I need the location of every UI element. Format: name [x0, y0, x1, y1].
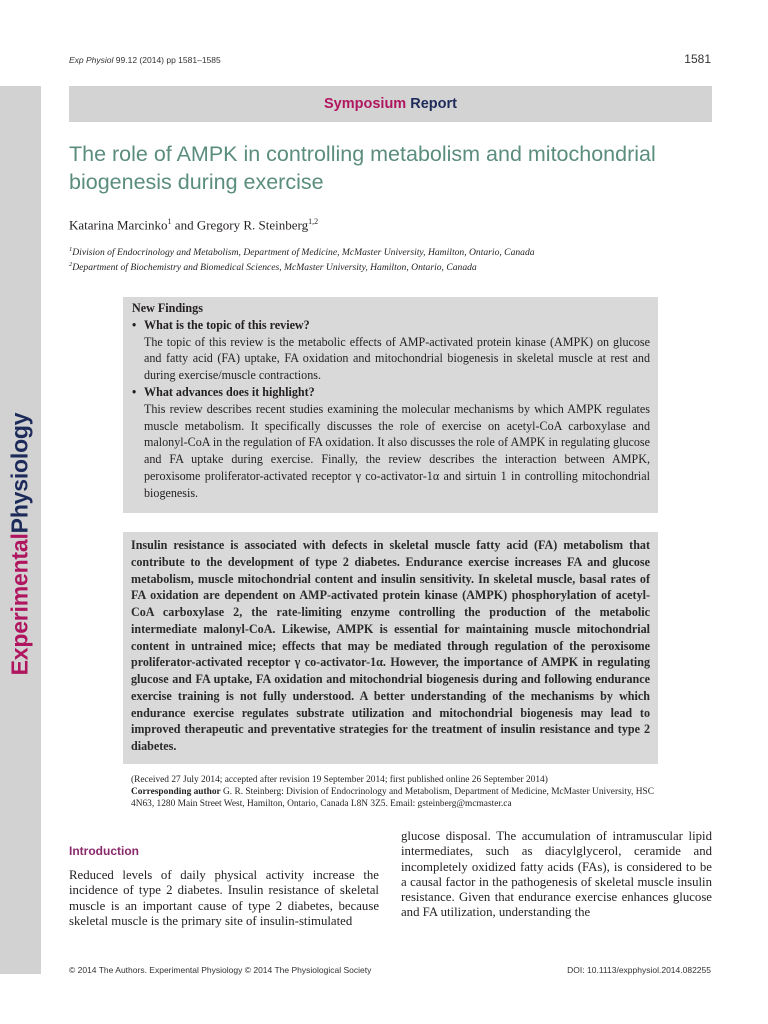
received-info: [131, 774, 656, 811]
author-2-affil: 1,2: [308, 217, 319, 226]
author-2: and Gregory R. Steinberg: [171, 217, 309, 233]
copyright-footer: © 2014 The Authors. Experimental Physiology © 2014 The Physiological Society: [69, 965, 372, 975]
corresponding-author: Corresponding author G. R. Steinberg: Division of Endocrinology and Metabolism, Department of Medicine, McMaster University, HSC 4N63, 1280 Main Street West, Hamilton, Ontario, Canada L8N 3Z5. Email: gsteinberg@mcmaster.ca: [131, 787, 654, 810]
doi-footer: DOI: 10.1113/expphysiol.2014.082255: [567, 965, 711, 975]
intro-column-2: glucose disposal. The accumulation of intramuscular lipid intermediates, such as diacylglycerol, ceramide and incompletely oxidized fatty acids (FAs), is considered to be a causal factor in the pathogenesis of skeletal muscle insulin resistance. Given that endurance exercise enhances glucose and FA utilization, understanding the: [401, 829, 712, 920]
author-1: Katarina Marcinko: [69, 217, 168, 233]
introduction-heading: Introduction: [69, 844, 139, 858]
author-1-affil: 1: [167, 217, 172, 226]
journal-name-vertical: [7, 413, 34, 676]
affiliation-2: $^2$Department of Biochemistry and Biomedical Sciences, McMaster University, Hamilton, Ontario, Canada: [69, 261, 477, 274]
new-findings-heading: New Findings: [132, 301, 203, 315]
banner-symposium: Symposium: [324, 96, 407, 112]
affiliation-1: $^1$Division of Endocrinology and Metabolism, Department of Medicine, McMaster University, Hamilton, Ontario, Canada: [69, 246, 535, 259]
intro-column-1: Reduced levels of daily physical activity increase the incidence of type 2 diabetes. Insulin resistance of skeletal muscle is an important cause of type 2 diabetes, because skeletal muscle is the primary site of insulin-stimulated: [69, 868, 379, 928]
journal-word-experimental: Experimental: [6, 533, 33, 676]
received-dates: (Received 27 July 2014; accepted after revision 19 September 2014; first published online 26 September 2014): [131, 775, 548, 785]
finding-answer-2: This review describes recent studies examining the molecular mechanisms by which AMPK regulates muscle metabolism. It specifically discusses the role of exercise on acetyl-CoA carboxylase and malonyl-CoA in the regulation of FA oxidation. It also discusses the role of AMPK in regulating glucose and FA uptake during exercise. Finally, the review describes the interaction between AMPK, peroxisome proliferator-activated receptor γ co-activator-1α and sirtuin 1 in controlling mitochondrial biogenesis.: [144, 401, 650, 500]
page-number: 1581: [684, 52, 711, 66]
journal-word-physiology: Physiology: [6, 412, 33, 534]
abstract-text: Insulin resistance is associated with defects in skeletal muscle fatty acid (FA) metabolism that contribute to the development of type 2 diabetes. Endurance exercise increases FA and glucose metabolism, muscle mitochondrial content and insulin sensitivity. In skeletal muscle, basal rates of FA oxidation are dependent on AMP-activated protein kinase (AMPK) phosphorylation of acetyl-CoA carboxylase 2, the rate-limiting enzyme controlling the production of the metabolic intermediate malonyl-CoA. Likewise, AMPK is essential for maintaining muscle mitochondrial content in untrained mice; effects that may be mediated through regulation of the peroxisome proliferator-activated receptor γ co-activator-1α. However, the importance of AMPK in regulating glucose and FA uptake, FA oxidation and mitochondrial biogenesis during and following endurance exercise training is not fully understood. A better understanding of the mechanisms by which endurance exercise regulates substrate utilization and mitochondrial biogenesis may lead to improved therapeutic and preventative strategies for the treatment of insulin resistance and type 2 diabetes.: [131, 538, 650, 753]
finding-question-2: • What advances does it highlight?: [132, 384, 315, 399]
finding-question-1: • What is the topic of this review?: [132, 317, 310, 332]
banner-report: Report: [410, 96, 457, 112]
running-header: [69, 55, 221, 65]
article-type-banner: [69, 86, 712, 122]
author-line: [69, 217, 318, 233]
abstract-box: [123, 532, 658, 764]
article-title: The role of AMPK in controlling metabolism and mitochondrial biogenesis during exercise: [69, 142, 656, 194]
journal-abbrev: Exp Physiol: [69, 55, 114, 65]
finding-answer-1: The topic of this review is the metabolic effects of AMP-activated protein kinase (AMPK) on glucose and fatty acid (FA) uptake, FA oxidation and mitochondrial biogenesis in skeletal muscle at rest and during exercise/muscle contractions.: [144, 334, 650, 383]
new-findings-box: [123, 297, 658, 513]
citation: 99.12 (2014) pp 1581–1585: [115, 55, 221, 65]
